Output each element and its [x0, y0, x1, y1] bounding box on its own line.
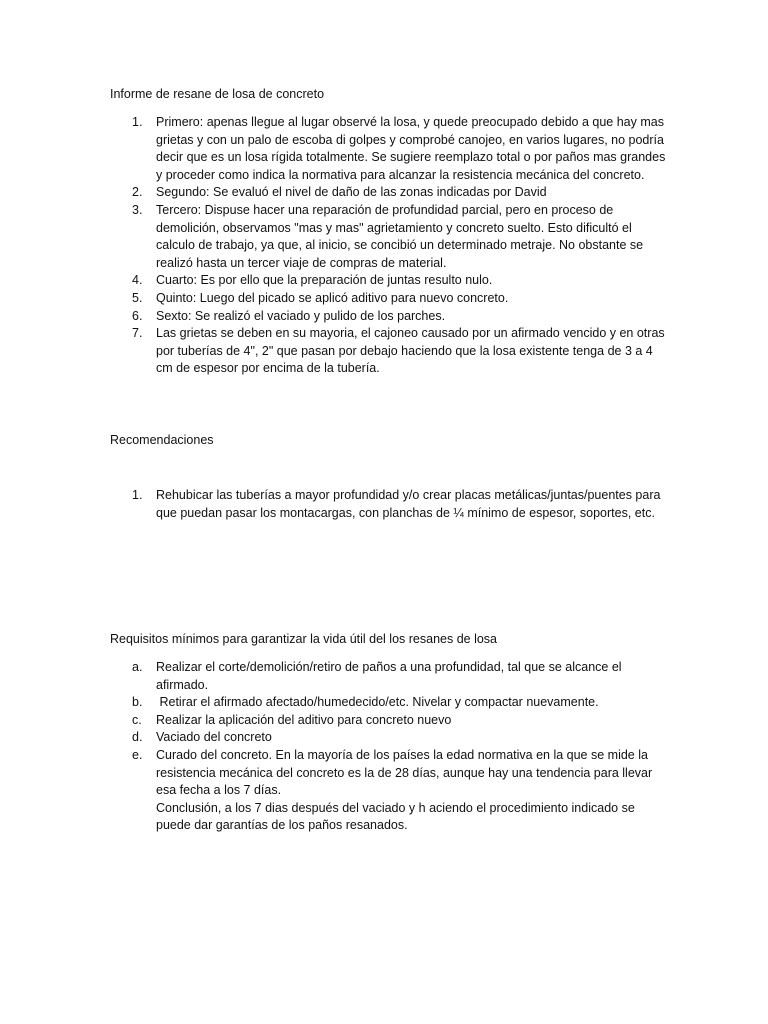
- report-item-7: [110, 325, 670, 378]
- list-marker: c.: [132, 712, 142, 727]
- report-list: [110, 114, 670, 378]
- list-item-text: Rehubicar las tuberías a mayor profundidad y/o crear placas metálicas/juntas/puentes para que puedan pasar los montacargas, con planchas de ¼ mínimo de espesor, soportes, etc.: [156, 488, 661, 520]
- report-item-1: [110, 114, 670, 184]
- conclusion-text: Conclusión, a los 7 dias después del vaciado y h aciendo el procedimiento indicado se puede dar garantías de los paños resanados.: [156, 800, 635, 833]
- list-item-text: Realizar la aplicación del aditivo para concreto nuevo: [156, 712, 452, 727]
- list-marker: 3.: [132, 202, 143, 217]
- list-item-text: Curado del concreto. En la mayoría de los países la edad normativa en la que se mide la resistencia mecánica del concreto es la de 28 días, aunque hay una tendencia para llevar esa fecha a los 7 días.: [156, 747, 653, 798]
- requirement-item-a: [110, 659, 670, 694]
- requirements-list: [110, 659, 670, 835]
- requirement-item-b: [110, 694, 670, 712]
- list-item-text: Primero: apenas llegue al lugar observé la losa, y quede preocupado debido a que hay mas grietas y con un palo de escoba di golpes y comprobé canojeo, en varios lugares, no podría decir que es un losa rígida totalmente. Se sugiere reemplazo total o por paños mas grandes y proceder como indica la normativa para alcanzar la resistencia mecánica del concreto.: [156, 115, 666, 182]
- list-marker: 4.: [132, 273, 143, 288]
- list-marker: b.: [132, 695, 143, 710]
- list-marker: 7.: [132, 326, 143, 341]
- report-item-3: [110, 202, 670, 272]
- list-marker: d.: [132, 730, 143, 745]
- list-marker: 6.: [132, 308, 143, 323]
- list-item-text: Realizar el corte/demolición/retiro de paños a una profundidad, tal que se alcance el afirmado.: [156, 660, 622, 692]
- list-marker: a.: [132, 660, 143, 674]
- list-marker: 5.: [132, 290, 143, 305]
- list-item-text: Cuarto: Es por ello que la preparación de juntas resulto nulo.: [156, 273, 493, 288]
- requirements-title: Requisitos mínimos para garantizar la vida útil del los resanes de losa: [110, 632, 497, 646]
- requirement-item-d: [110, 729, 670, 747]
- list-item-text: Tercero: Dispuse hacer una reparación de profundidad parcial, pero en proceso de demolición, observamos "mas y mas" agrietamiento y concreto suelto. Esto dificultó el calculo de trabajo, ya que, al inicio, se concibió un determinado metraje. No obstante se realizó hasta un tercer viaje de compras de material.: [156, 202, 644, 270]
- list-item-text: Quinto: Luego del picado se aplicó aditivo para nuevo concreto.: [156, 290, 509, 305]
- list-marker: 1.: [132, 115, 143, 129]
- report-item-5: [110, 290, 670, 308]
- list-item-text: Retirar el afirmado afectado/humedecido/etc. Nivelar y compactar nuevamente.: [156, 695, 599, 710]
- list-marker: 1.: [132, 488, 143, 502]
- requirement-item-c: [110, 712, 670, 730]
- list-marker: 2.: [132, 185, 143, 200]
- list-item-text: Segundo: Se evaluó el nivel de daño de las zonas indicadas por David: [156, 185, 547, 200]
- list-item-text: Sexto: Se realizó el vaciado y pulido de los parches.: [156, 308, 446, 323]
- recommendations-title: Recomendaciones: [110, 433, 214, 447]
- report-item-4: [110, 272, 670, 290]
- report-title: Informe de resane de losa de concreto: [110, 87, 325, 101]
- list-marker: e.: [132, 747, 143, 762]
- list-item-text: Las grietas se deben en su mayoria, el cajoneo causado por un afirmado vencido y en otras por tuberías de 4", 2" que pasan por debajo haciendo que la losa existente tenga de 3 a 4 cm de espesor por encima de la tubería.: [156, 326, 665, 376]
- recommendation-item-1: [110, 487, 670, 522]
- requirement-item-e: [110, 747, 670, 835]
- report-item-6: [110, 308, 670, 326]
- list-item-text: Vaciado del concreto: [156, 730, 272, 745]
- report-item-2: [110, 184, 670, 202]
- recommendations-list: [110, 487, 670, 522]
